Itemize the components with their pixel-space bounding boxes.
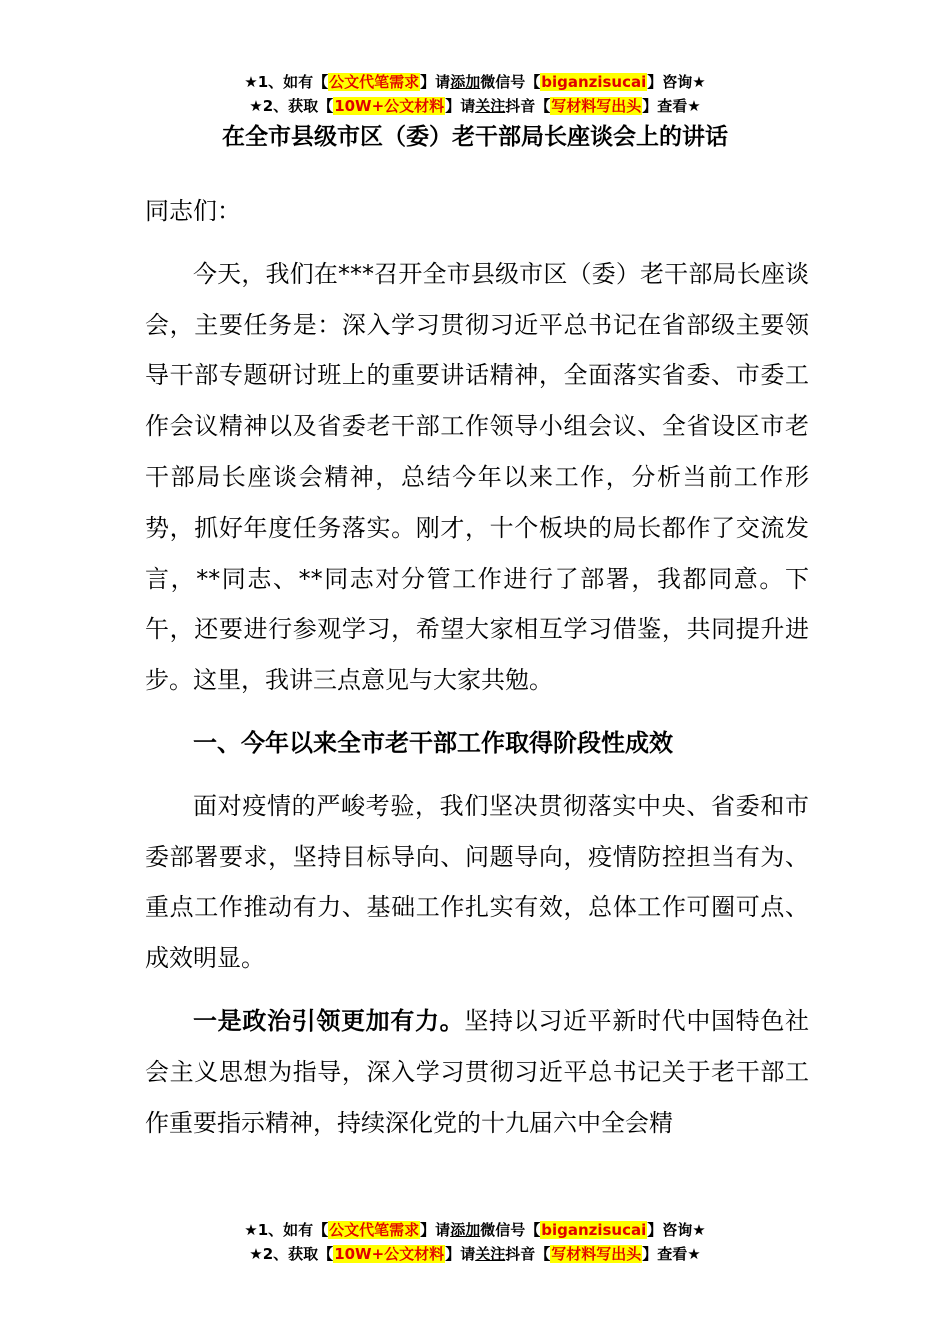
banner-highlight: 公文代笔需求 — [329, 1221, 420, 1239]
banner-text: ★2、获取【 — [249, 1245, 334, 1263]
document-title: 在全市县级市区（委）老干部局长座谈会上的讲话 — [222, 124, 728, 150]
banner-highlight: 10W+公文材料 — [334, 97, 445, 115]
banner-line-2 — [0, 1242, 950, 1266]
paragraph-section-1-intro: 面对疫情的严峻考验，我们坚决贯彻落实中央、省委和市委部署要求，坚持目标导向、问题导向，疫情防控担当有为、重点工作推动有力、基础工作扎实有效，总体工作可圈可点、成效明显。 — [145, 791, 809, 973]
banner-line-1 — [0, 1218, 950, 1242]
banner-text: ★1、如有【 — [244, 1221, 329, 1239]
banner-text: 抖音【 — [505, 1245, 551, 1263]
banner-text: 】请 — [445, 97, 476, 115]
banner-underline: 关注 — [475, 97, 506, 115]
banner-highlight: 公文代笔需求 — [329, 73, 420, 91]
section-heading-1: 一、今年以来全市老干部工作取得阶段性成效 — [193, 728, 673, 757]
banner-highlight: 10W+公文材料 — [334, 1245, 445, 1263]
banner-text: 】查看★ — [642, 1245, 701, 1263]
banner-text: 】请 — [420, 1221, 451, 1239]
salutation: 同志们： — [145, 197, 241, 225]
banner-highlight: biganzisucai — [541, 73, 647, 91]
banner-line-1 — [0, 70, 950, 94]
banner-highlight: 写材料写出头 — [551, 1245, 642, 1263]
banner-text: ★2、获取【 — [249, 97, 334, 115]
banner-text: 微信号【 — [480, 73, 541, 91]
banner-text: 】咨询★ — [647, 73, 706, 91]
banner-text: 】咨询★ — [647, 1221, 706, 1239]
banner-bottom — [0, 1218, 950, 1266]
banner-underline: 添加 — [450, 1221, 481, 1239]
banner-underline: 关注 — [475, 1245, 506, 1263]
banner-text: 】请 — [445, 1245, 476, 1263]
banner-highlight: biganzisucai — [541, 1221, 647, 1239]
banner-highlight: 写材料写出头 — [551, 97, 642, 115]
paragraph-intro: 今天，我们在***召开全市县级市区（委）老干部局长座谈会，主要任务是：深入学习贯彻习近平总书记在省部级主要领导干部专题研讨班上的重要讲话精神，全面落实省委、市委工作会议精神以及省委老干部工作领导小组会议、全省设区市老干部局长座谈会精神，总结今年以来工作，分析当前工作形势，抓好年度任务落实。刚才，十个板块的局长都作了交流发言，**同志、**同志对分管工作进行了部署，我都同意。下午，还要进行参观学习，希望大家相互学习借鉴，共同提升进步。这里，我讲三点意见与大家共勉。 — [145, 259, 809, 695]
banner-top — [0, 70, 950, 118]
paragraph-point-1 — [145, 996, 809, 1148]
banner-text: 微信号【 — [480, 1221, 541, 1239]
banner-line-2 — [0, 94, 950, 118]
banner-text: ★1、如有【 — [244, 73, 329, 91]
point-1-body: 坚持以习近平新时代中国特色社会主义思想为指导，深入学习贯彻习近平总书记关于老干部工作重要指示精神，持续深化党的十九届六中全会精 — [145, 1006, 810, 1137]
banner-underline: 添加 — [450, 73, 481, 91]
banner-text: 抖音【 — [505, 97, 551, 115]
banner-text: 】请 — [420, 73, 451, 91]
banner-text: 】查看★ — [642, 97, 701, 115]
document-body — [145, 186, 809, 1148]
point-1-lead: 一是政治引领更加有力。 — [193, 1006, 465, 1035]
